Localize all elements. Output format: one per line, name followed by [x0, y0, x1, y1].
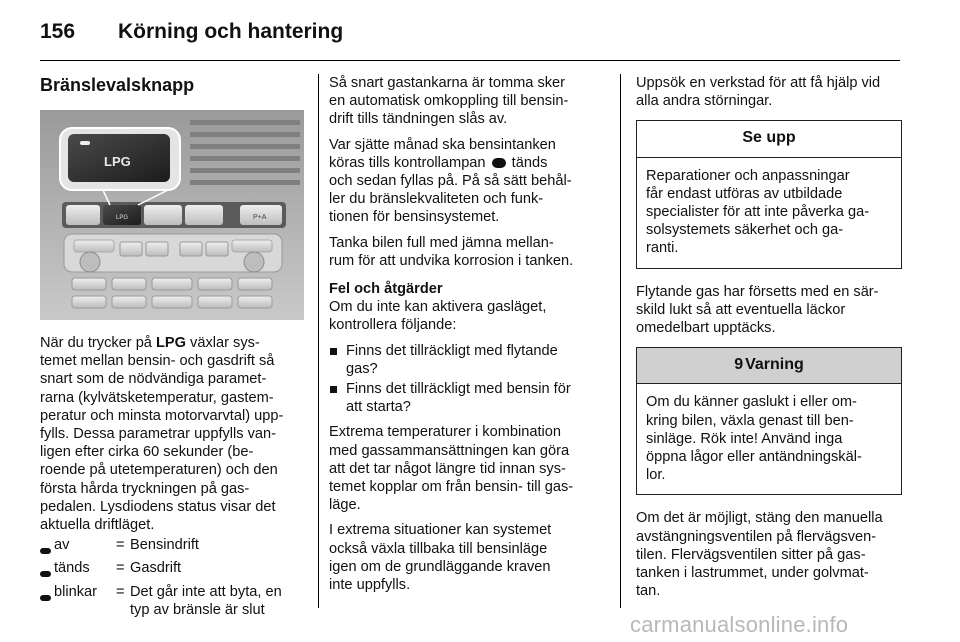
page-header — [40, 14, 900, 58]
fuel-selector-photo — [40, 110, 304, 320]
auto-switch-paragraph: Så snart gastankarna är tomma sker en automatisk omkoppling till bensin- drift tills tändningen slås av. — [329, 75, 569, 128]
column-divider — [620, 74, 621, 608]
temperature-paragraph: Extrema temperaturer i kombination med gassammansättningen kan göra att det tar något längre tid innan sys- temet kopplar om från bensin- till gas- läge. — [329, 424, 574, 514]
caution-title: Se upp — [637, 121, 901, 157]
warning-triangle-icon: 9 — [734, 356, 744, 374]
lpg-term: LPG — [155, 335, 186, 351]
warning-body: Om du känner gaslukt i eller om- kring bilen, växla genast till ben- sinläge. Rök inte! Använd inga öppna lågor eller antändningskäl- lor. — [646, 394, 862, 484]
petrol-tank-paragraph: Var sjätte månad ska bensintanken köras tills kontrollampan tänds och sedan fyllas på. På så sätt behål- ler du bränslekvaliteten och funk- tionen för bensinsystemet. — [329, 136, 572, 226]
photo-pa-label: P+A — [253, 214, 267, 221]
column-1 — [40, 74, 305, 619]
column-divider — [318, 74, 319, 608]
column-3 — [636, 74, 902, 607]
status-word: blinkar — [54, 583, 97, 600]
chapter-title: Körning och hantering — [118, 20, 344, 43]
status-word: tänds — [54, 560, 90, 577]
check-list — [329, 342, 603, 417]
faults-subheading: Fel och åtgärder — [329, 281, 443, 298]
refuel-paragraph: Tanka bilen full med jämna mellan- rum för att undvika korrosion i tanken. — [329, 234, 574, 269]
status-word: av — [54, 537, 70, 554]
status-meaning: Det går inte att byta, en typ av bränsle är slut — [130, 583, 282, 618]
led-icon — [40, 595, 51, 601]
list-item: Finns det tillräckligt med bensin för att starta? — [329, 380, 603, 416]
bullet-square-icon — [330, 348, 337, 355]
faults-intro: Om du inte kan aktivera gasläget, kontrollera följande: — [329, 299, 547, 334]
status-meaning: Bensindrift — [130, 537, 199, 554]
watermark: carmanualsonline.info — [630, 612, 849, 637]
table-row: av = Bensindrift — [40, 536, 305, 559]
indicator-lamp-icon — [492, 158, 506, 168]
section-title: Bränslevalsknapp — [40, 75, 195, 95]
led-status-table — [40, 536, 305, 619]
page-number: 156 — [40, 20, 76, 43]
table-row: tänds = Gasdrift — [40, 559, 305, 582]
table-row: blinkar = Det går inte att byta, en typ av bränsle är slut — [40, 583, 305, 619]
warning-box — [636, 347, 902, 495]
workshop-paragraph: Uppsök en verkstad för att få hjälp vid alla andra störningar. — [636, 75, 881, 110]
caution-box — [636, 120, 902, 268]
bullet-square-icon — [330, 386, 337, 393]
status-meaning: Gasdrift — [130, 560, 182, 577]
caution-body: Reparationer och anpassningar får endast utföras av utbildade specialister för att inte påverka ga- solsystemets säkerhet och ga- ranti. — [646, 167, 870, 257]
warning-title: Varning — [745, 356, 804, 374]
photo-lpg-button-label: LPG — [116, 215, 129, 221]
column-2 — [329, 74, 603, 601]
list-item: Finns det tillräckligt med flytande gas? — [329, 342, 603, 378]
photo-lpg-zoom-label: LPG — [104, 154, 131, 169]
led-icon — [40, 571, 51, 577]
led-icon — [40, 548, 51, 554]
header-rule — [40, 60, 900, 61]
intro-paragraph: När du trycker på LPG växlar sys- temet mellan bensin- och gasdrift så snart som de nödvändiga paramet- rarna (kylvätsketemperatur, gastem- peratur och minsta motorvarvtal) upp- fylls. Dessa parametrar uppfylls van- ligen efter cirka 60 sekunder (be- roende på utetemperaturen) och den första hårda tryckningen på gas- pedalen. Lysdiodens status visar det aktuella driftläget. — [40, 335, 284, 534]
shutoff-valve-paragraph: Om det är möjligt, stäng den manuella avstängningsventilen på flervägsven- tilen. Flervägsventilen sitter på gas- tanken i lastrummet, under golvmat- tan. — [636, 510, 883, 600]
warning-header — [637, 348, 901, 384]
extreme-situations-paragraph: I extrema situationer kan systemet också växla tillbaka till bensinläge igen om de grundläggande kraven inte uppfylls. — [329, 522, 552, 594]
odour-paragraph: Flytande gas har försetts med en sär- skild lukt så att eventuella läckor omedelbart upptäcks. — [636, 283, 879, 337]
